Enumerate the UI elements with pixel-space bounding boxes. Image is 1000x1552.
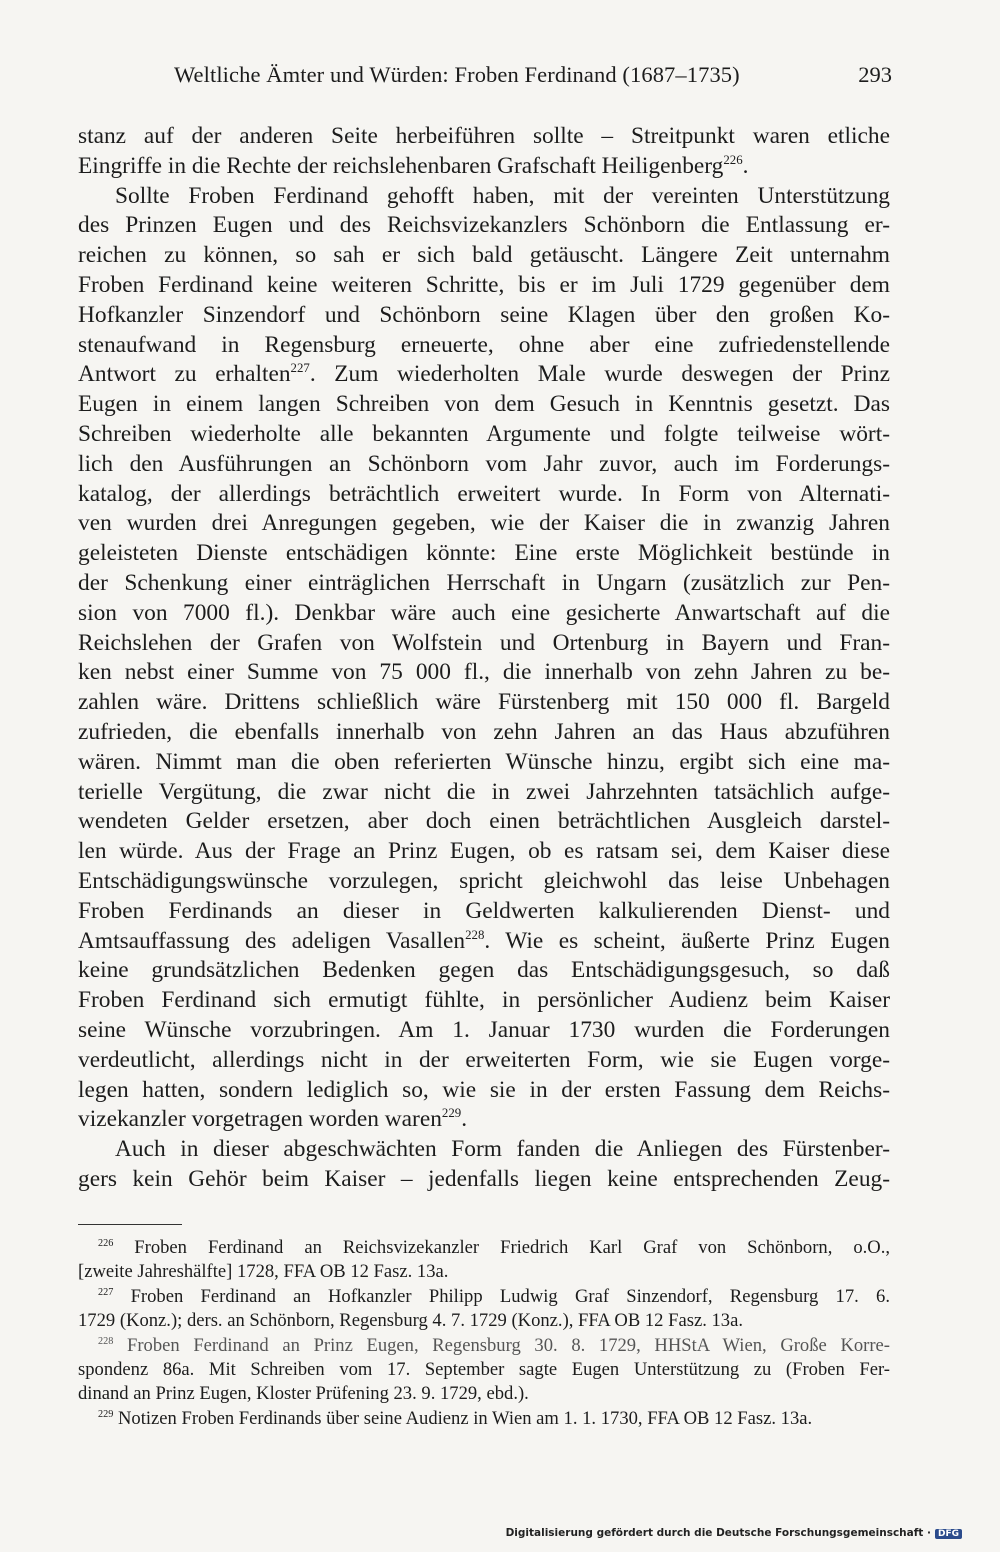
text-line [78, 599, 890, 629]
footnote-reference: 228 [465, 927, 485, 942]
text-line [78, 1076, 890, 1106]
text-line [78, 658, 890, 688]
footnote-text: Froben Ferdinand an Prinz Eugen, Regensburg 30. 8. 1729, HHStA Wien, Große Korre- [113, 1334, 890, 1356]
footnote-text: 1729 (Konz.); ders. an Schönborn, Regensburg 4. 7. 1729 (Konz.), FFA OB 12 Fasz. 13a. [78, 1310, 743, 1332]
text-line [78, 211, 890, 241]
footnote-number: 228 [98, 1335, 114, 1347]
footnote-line [78, 1309, 890, 1333]
footnote-text: dinand an Prinz Eugen, Kloster Prüfening 23. 9. 1729, ebd.). [78, 1383, 529, 1405]
footnote-text: Froben Ferdinand an Hofkanzler Philipp Ludwig Graf Sinzendorf, Regensburg 17. 6. [113, 1285, 890, 1307]
footnote-line [78, 1260, 890, 1284]
text-segment: wendeten Gelder ersetzen, aber doch einen beträchtlichen Ausgleich darstel- [78, 808, 890, 835]
text-segment: zufrieden, die ebenfalls innerhalb von zehn Jahren an das Haus abzuführen [78, 718, 890, 745]
text-segment: Eugen in einem langen Schreiben von dem Gesuch in Kenntnis gesetzt. Das [78, 391, 890, 418]
footnote-line [78, 1285, 890, 1309]
text-segment: Eingriffe in die Rechte der reichslehenbaren Grafschaft Heiligenberg [78, 152, 724, 179]
text-line [78, 867, 890, 897]
text-line [78, 718, 890, 748]
text-segment: stanz auf der anderen Seite herbeiführen sollte – Streitpunkt waren etliche [78, 123, 890, 149]
text-line [78, 837, 890, 867]
text-line [78, 807, 890, 837]
text-segment: . [461, 1106, 468, 1133]
text-segment: lich den Ausführungen an Schönborn vom Jahr zuvor, auch im Forderungs- [78, 450, 890, 477]
text-line [78, 271, 890, 301]
text-line [78, 509, 890, 539]
text-line [78, 956, 890, 986]
text-line [78, 748, 890, 778]
footnote-line [78, 1334, 890, 1358]
text-segment: sion von 7000 fl.). Denkbar wäre auch eine gesicherte Anwartschaft auf die [78, 599, 890, 626]
text-segment: . Wie es scheint, äußerte Prinz Eugen [484, 927, 890, 954]
text-line [78, 897, 890, 927]
body-text [78, 122, 890, 1195]
text-segment: Froben Ferdinand keine weiteren Schritte, bis er im Juli 1729 gegenüber dem [78, 271, 890, 298]
text-segment: zahlen wäre. Drittens schließlich wäre Fürstenberg mit 150 000 fl. Bargeld [78, 689, 890, 716]
footnote-line [78, 1358, 890, 1382]
text-segment: wären. Nimmt man die oben referierten Wünsche hinzu, ergibt sich eine ma- [78, 748, 890, 775]
text-segment: Sollte Froben Ferdinand gehofft haben, mit der vereinten Unterstützung [115, 182, 890, 209]
text-segment: keine grundsätzlichen Bedenken gegen das Entschädigungsgesuch, so daß [78, 957, 890, 984]
text-line [78, 182, 890, 212]
text-segment: terielle Vergütung, die zwar nicht die in zwei Jahrzehnten tatsächlich aufge- [78, 778, 890, 805]
digitization-credit [506, 1527, 962, 1539]
text-segment: . [742, 152, 749, 179]
text-line [78, 1165, 890, 1195]
text-line [78, 1135, 890, 1165]
text-line [78, 390, 890, 420]
text-segment: Antwort zu erhalten [78, 361, 291, 388]
text-line [78, 927, 890, 957]
text-line [78, 986, 890, 1016]
text-segment: katalog, der allerdings beträchtlich erweitert wurde. In Form von Alternati- [78, 480, 890, 507]
text-line [78, 688, 890, 718]
text-segment: des Prinzen Eugen und des Reichsvizekanzlers Schönborn die Entlassung er- [78, 212, 890, 239]
text-segment: ken nebst einer Summe von 75 000 fl., die innerhalb von zehn Jahren zu be- [78, 659, 890, 686]
text-segment: ven wurden drei Anregungen gegeben, wie der Kaiser die in zwanzig Jahren [78, 510, 890, 537]
running-header [78, 62, 892, 92]
text-segment: . Zum wiederholten Male wurde deswegen der Prinz [309, 361, 890, 388]
text-segment: vizekanzler vorgetragen worden waren [78, 1106, 442, 1133]
text-segment: Froben Ferdinand sich ermutigt fühlte, in persönlicher Audienz beim Kaiser [78, 987, 890, 1014]
footnote-line [78, 1382, 890, 1406]
text-line [78, 450, 890, 480]
text-line [78, 629, 890, 659]
footnote-reference: 226 [723, 152, 743, 167]
text-segment: seine Wünsche vorzubringen. Am 1. Januar 1730 wurden die Forderungen [78, 1016, 890, 1043]
text-line [78, 778, 890, 808]
text-line [78, 152, 890, 182]
dfg-logo-icon: DFG [935, 1529, 962, 1539]
footnote-text: Froben Ferdinand an Reichsvizekanzler Friedrich Karl Graf von Schönborn, o.O., [113, 1237, 890, 1258]
text-line [78, 1016, 890, 1046]
text-segment: Froben Ferdinands an dieser in Geldwerten kalkulierenden Dienst- und [78, 897, 890, 924]
text-line [78, 1046, 890, 1076]
footnote-number: 229 [98, 1408, 114, 1420]
text-segment: legen hatten, sondern lediglich so, wie sie in der ersten Fassung dem Reichs- [78, 1076, 890, 1103]
page-number: 293 [858, 62, 892, 87]
footnote-reference: 229 [441, 1106, 462, 1121]
footnote-text: spondenz 86a. Mit Schreiben vom 17. September sagte Eugen Unterstützung zu (Froben Fer- [78, 1358, 890, 1380]
credit-text: Digitalisierung gefördert durch die Deutsche Forschungsgemeinschaft · [505, 1527, 931, 1539]
footnote-separator [78, 1224, 182, 1225]
footnote-text: Notizen Froben Ferdinands über seine Audienz in Wien am 1. 1. 1730, FFA OB 12 Fasz. 13a. [113, 1407, 813, 1429]
text-segment: len würde. Aus der Frage an Prinz Eugen, ob es ratsam sei, dem Kaiser diese [78, 838, 890, 865]
footnote-reference: 227 [290, 361, 310, 376]
text-line [78, 241, 890, 271]
text-segment: reichen zu können, so sah er sich bald getäuscht. Längere Zeit unternahm [78, 242, 890, 269]
footnote-number: 226 [98, 1237, 114, 1249]
text-line [78, 480, 890, 510]
footnote-line [78, 1236, 890, 1260]
footnote-number: 227 [98, 1286, 114, 1298]
text-segment: Entschädigungswünsche vorzulegen, spricht gleichwohl das leise Unbehagen [78, 867, 890, 894]
text-segment: stenaufwand in Regensburg erneuerte, ohne aber eine zufriedenstellende [78, 331, 890, 358]
text-line [78, 420, 890, 450]
text-line [78, 301, 890, 331]
text-line [78, 539, 890, 569]
text-segment: der Schenkung einer einträglichen Herrschaft in Ungarn (zusätzlich zur Pen- [78, 569, 890, 596]
footnotes [78, 1236, 890, 1431]
text-segment: geleisteten Dienste entschädigen könnte: Eine erste Möglichkeit bestünde in [78, 540, 890, 567]
text-line [78, 331, 890, 361]
footnote-text: [zweite Jahreshälfte] 1728, FFA OB 12 Fasz. 13a. [78, 1261, 449, 1283]
text-segment: Hofkanzler Sinzendorf und Schönborn seine Klagen über den großen Ko- [78, 301, 890, 328]
text-segment: Amtsauffassung des adeligen Vasallen [78, 927, 466, 954]
running-title: Weltliche Ämter und Würden: Froben Ferdinand (1687–1735) [174, 62, 740, 87]
text-segment: Auch in dieser abgeschwächten Form fanden die Anliegen des Fürstenber- [115, 1136, 890, 1163]
text-line [78, 122, 890, 152]
text-segment: Reichslehen der Grafen von Wolfstein und Ortenburg in Bayern und Fran- [78, 629, 890, 656]
text-line [78, 569, 890, 599]
text-segment: Schreiben wiederholte alle bekannten Argumente und folgte teilweise wört- [78, 420, 890, 447]
footnote-line [78, 1407, 890, 1431]
text-segment: verdeutlicht, allerdings nicht in der erweiterten Form, wie sie Eugen vorge- [78, 1046, 890, 1073]
text-line [78, 1105, 890, 1135]
text-segment: gers kein Gehör beim Kaiser – jedenfalls liegen keine entsprechenden Zeug- [78, 1165, 890, 1192]
text-line [78, 360, 890, 390]
